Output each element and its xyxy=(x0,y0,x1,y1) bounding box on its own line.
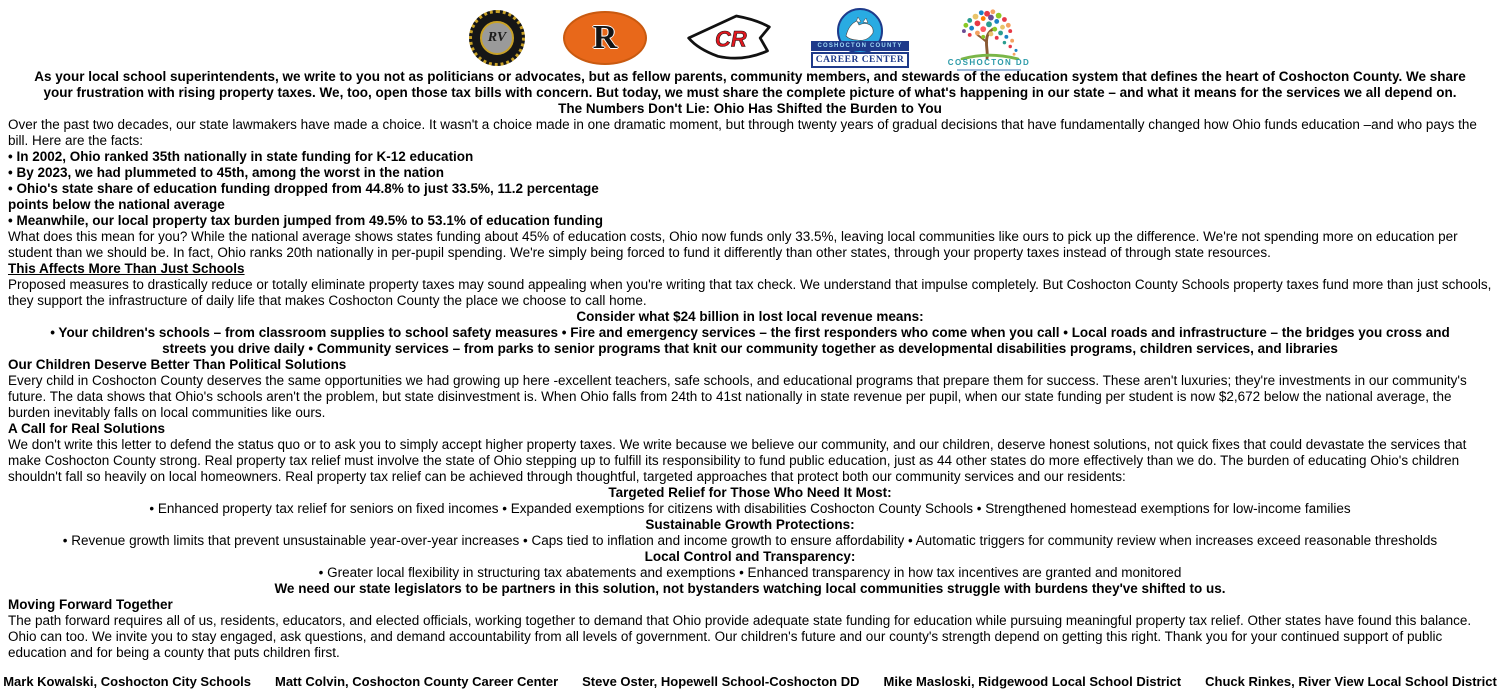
growth-heading: Sustainable Growth Protections: xyxy=(645,517,855,532)
relief-items: • Enhanced property tax relief for seniors on fixed incomes • Expanded exemptions for citizens with disabilities Coshocton County Schools • Strengthened homestead exemptions for low-income families xyxy=(149,501,1351,516)
river-view-monogram: RV xyxy=(487,30,507,45)
intro-paragraph: As your local school superintendents, we write to you not as politicians or advocates, but as fellow parents, community members, and stewards of the education system that defines the heart of Coshocton County. We share your frustration with rising property taxes. We, too, open those tax bills with concern. But today, we must share the complete picture of what's happening in our state – and what it means for the services we all depend on. xyxy=(34,69,1466,100)
fact-bullet-2023: • By 2023, we had plummeted to 45th, among the worst in the nation xyxy=(8,165,445,180)
signature-coshocton-city: Mark Kowalski, Coshocton City Schools xyxy=(3,674,251,689)
fact-bullet-local-burden: • Meanwhile, our local property tax burden jumped from 49.5% to 53.1% of education funding xyxy=(8,213,604,228)
fact-bullet-state-share: • Ohio's state share of education funding dropped from 44.8% to just 33.5%, 11.2 percentage xyxy=(8,181,599,196)
numbers-heading: The Numbers Don't Lie: Ohio Has Shifted the Burden to You xyxy=(558,101,942,116)
ridgewood-logo xyxy=(563,11,647,65)
river-view-logo xyxy=(469,10,525,66)
coshocton-dd-logo xyxy=(947,6,1031,71)
career-center-county-label: COSHOCTON COUNTY xyxy=(811,41,909,51)
river-view-seal-icon xyxy=(469,10,525,66)
control-items: • Greater local flexibility in structuring tax abatements and exemptions • Enhanced transparency in how tax incentives are granted and monitored xyxy=(318,565,1182,580)
consider-heading: Consider what $24 billion in lost local revenue means: xyxy=(576,309,924,324)
legislators-line: We need our state legislators to be partners in this solution, not bystanders watching local communities struggle with burdens they've shifted to us. xyxy=(274,581,1226,596)
career-center-logo xyxy=(811,8,909,68)
fact-bullet-continuation: points below the national average xyxy=(8,197,225,212)
cr-monogram: CR xyxy=(714,26,747,52)
affects-paragraph: Proposed measures to drastically reduce or totally eliminate property taxes may sound appealing when you're writing that tax check. We understand that impulse completely. But Coshocton County Schools property taxes fund more than just schools, they support the infrastructure of daily life that makes Coshocton County the place we choose to call home. xyxy=(8,277,1492,308)
school-logos-row xyxy=(0,0,1500,69)
growth-items: • Revenue growth limits that prevent unsustainable year-over-year increases • Caps tied to inflation and income growth to ensure affordability • Automatic triggers for community review when increases exceed reasonable thresholds xyxy=(62,533,1438,548)
ridgewood-monogram: R xyxy=(592,19,618,56)
signature-hopewell-dd: Steve Oster, Hopewell School-Coshocton DD xyxy=(582,674,860,689)
signature-river-view: Chuck Rinkes, River View Local School District xyxy=(1205,674,1497,689)
career-center-name-label: CAREER CENTER xyxy=(811,52,909,68)
signature-career-center: Matt Colvin, Coshocton County Career Center xyxy=(274,674,559,689)
call-heading: A Call for Real Solutions xyxy=(8,421,166,436)
ridgewood-oval-icon xyxy=(563,11,647,65)
forward-heading: Moving Forward Together xyxy=(8,597,173,612)
control-heading: Local Control and Transparency: xyxy=(644,549,856,564)
forward-paragraph: The path forward requires all of us, residents, educators, and elected officials, working together to demand that Ohio provide adequate state funding for education while pursuing meaningful property tax relief. Other states have found this balance. Ohio can too. We invite you to stay engaged, ask questions, and demand accountability from all levels of government. Our children's future and our county's strength depend on getting this right. Thank you for your continued support of public education and for being a county that puts children first. xyxy=(8,613,1472,660)
children-heading: Our Children Deserve Better Than Political Solutions xyxy=(8,357,347,372)
consider-items: • Your children's schools – from classroom supplies to school safety measures • Fire and emergency services – the first responders who come when you call • Local roads and infrastructure – the bridges you cross and streets you drive daily • Community services – from parks to senior programs that knit our community together as developmental disabilities programs, children services, and libraries xyxy=(50,325,1450,356)
signature-ridgewood: Mike Masloski, Ridgewood Local School District xyxy=(883,674,1182,689)
dd-caption: COSHOCTON DD xyxy=(947,57,1031,67)
children-paragraph: Every child in Coshocton County deserves the same opportunities we had growing up here -excellent teachers, safe schools, and educational programs that prepare them for success. These aren't luxuries; they're investments in our community's future. The data shows that Ohio's schools aren't the problem, but state disinvestment is. When Ohio falls from 24th to 41st nationally in state revenue per pupil, when our state funding per student is now $2,672 below the national average, the burden inevitably falls on local communities like ours. xyxy=(8,373,1467,420)
numbers-intro: Over the past two decades, our state lawmakers have made a choice. It wasn't a choice made in one dramatic moment, but through twenty years of gradual decisions that have fundamentally changed how Ohio funds education –and who pays the bill. Here are the facts: xyxy=(8,117,1477,148)
relief-heading: Targeted Relief for Those Who Need It Most: xyxy=(608,485,892,500)
signatures-row xyxy=(0,674,1500,689)
affects-heading: This Affects More Than Just Schools xyxy=(8,261,245,276)
fact-bullet-2002: • In 2002, Ohio ranked 35th nationally in state funding for K-12 education xyxy=(8,149,474,164)
dd-tree-icon xyxy=(947,6,1031,60)
arrowhead-icon xyxy=(685,9,773,67)
coshocton-redskins-logo xyxy=(685,9,773,67)
call-paragraph: We don't write this letter to defend the status quo or to ask you to simply accept higher property taxes. We write because we believe our community, and our children, deserve honest solutions, not quick fixes that could devastate the services that make Coshocton County strong. Real property tax relief must involve the state of Ohio stepping up to fulfill its responsibility to fund public education, just as 44 other states do more effectively than we do. The burden of educating Ohio's children shouldn't fall so heavily on local homeowners. Real property tax relief can be achieved through thoughtful, targeted approaches that protect both our community services and our residents: xyxy=(8,437,1467,484)
meaning-paragraph: What does this mean for you? While the national average shows states funding about 45% of education costs, Ohio now funds only 33.5%, leaving local communities like ours to pick up the difference. We're not spending more on education per student than we should be. In fact, Ohio ranks 20th nationally in per-pupil spending. We're simply being forced to fund it differently than other states, through your property taxes instead of through state resources. xyxy=(8,229,1458,260)
